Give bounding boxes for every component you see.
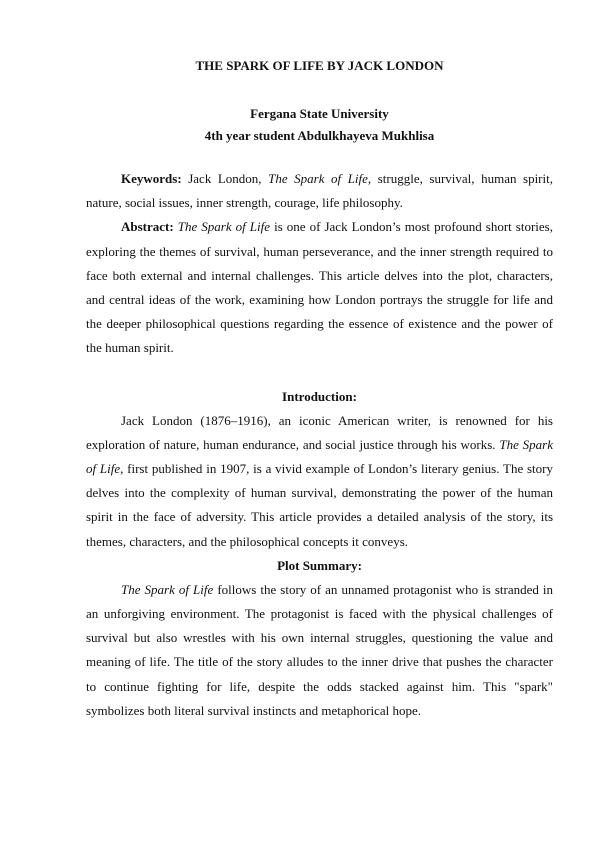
keywords-paragraph — [86, 167, 553, 215]
introduction-text-after: , first published in 1907, is a vivid example of London’s literary genius. The story delves into the complexity of human survival, demonstrating the power of the human spirit in the face of adversity. This article provides a detailed analysis of the story, its themes, characters, and the philosophical concepts it conveys. — [86, 461, 553, 549]
introduction-text-before: Jack London (1876–1916), an iconic American writer, is renowned for his exploration of nature, human endurance, and social justice through his works. — [86, 412, 553, 452]
introduction-italic: The Spark of Life — [86, 436, 553, 477]
author-line: 4th year student Abdulkhayeva Mukhlisa — [204, 128, 435, 143]
keywords-text-after: struggle, survival, human spirit, nature, social issues, inner strength, courage, life philosophy. — [86, 171, 553, 211]
paper-title: THE SPARK OF LIFE BY JACK LONDON — [195, 58, 444, 73]
keywords-text-before: Jack London, — [181, 171, 269, 186]
university-name: Fergana State University — [250, 106, 389, 121]
keywords-label: Keywords: — [121, 171, 182, 186]
abstract-italic: The Spark of Life — [173, 219, 271, 235]
abstract-paragraph — [86, 215, 553, 360]
plot-summary-paragraph — [86, 578, 553, 723]
introduction-paragraph — [86, 409, 553, 554]
abstract-label: Abstract: — [121, 219, 174, 235]
introduction-heading: Introduction: — [282, 388, 357, 404]
plot-summary-text: follows the story of an unnamed protagonist who is stranded in an unforgiving environment. The protagonist is faced with the physical challenges of survival but also wrestles with his own internal struggles, questioning the value and meaning of life. The title of the story alludes to the inner drive that pushes the character to continue fighting for life, despite the odds stacked against him. This "spark" symbolizes both literal survival instincts and metaphorical hope. — [86, 581, 553, 718]
plot-summary-italic: The Spark of Life — [121, 581, 214, 597]
plot-summary-heading: Plot Summary: — [277, 557, 362, 573]
keywords-italic: The Spark of Life, — [268, 171, 372, 186]
document-body — [86, 56, 553, 723]
abstract-text: is one of Jack London’s most profound short stories, exploring the themes of survival, human perseverance, and the inner strength required to face both external and internal challenges. This article delves into the plot, characters, and central ideas of the work, examining how London portrays the struggle for life and the deeper philosophical questions regarding the essence of existence and the power of the human spirit. — [86, 219, 553, 356]
